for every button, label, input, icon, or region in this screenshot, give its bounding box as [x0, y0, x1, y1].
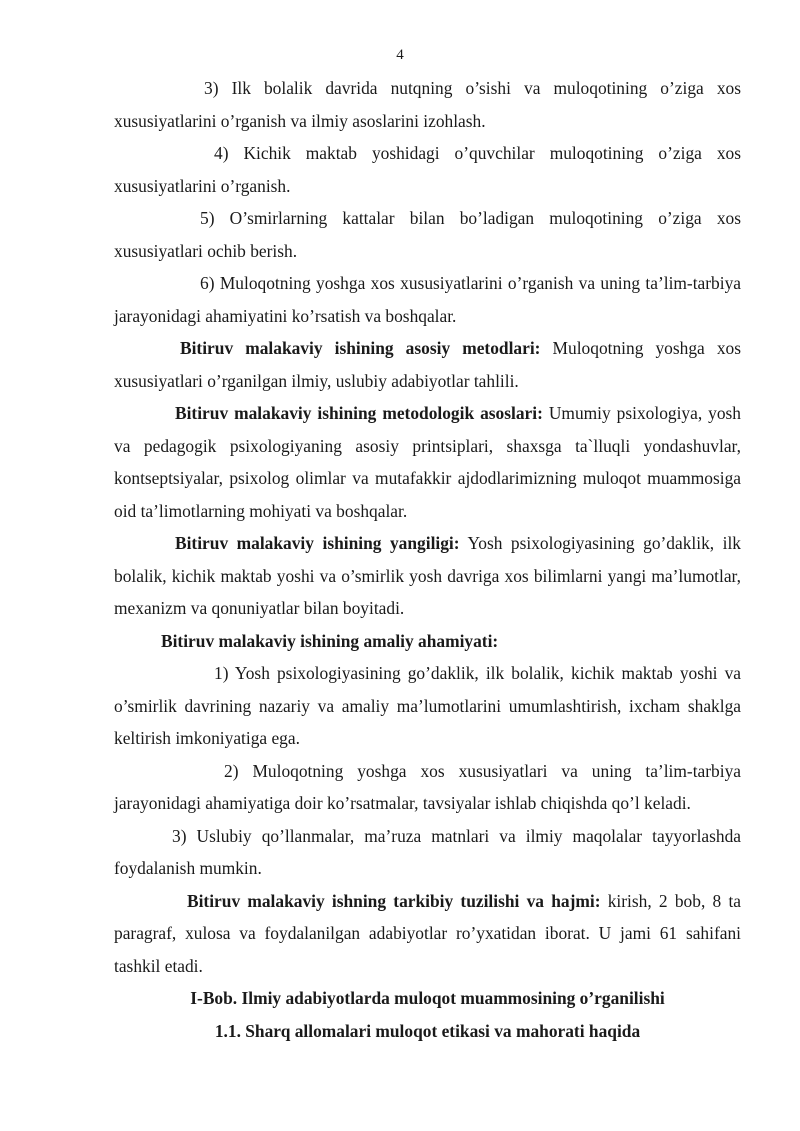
- practical-heading: [114, 625, 741, 658]
- novelty-paragraph: [114, 527, 741, 625]
- objective-item-4: 4) Kichik maktab yoshidagi o’quvchilar muloqotining o’ziga xos xususiyatlarini o’rganish.: [114, 143, 741, 196]
- chapter-heading: I-Bob. Ilmiy adabiyotlarda muloqot muammosining o’rganilishi: [190, 988, 665, 1008]
- page-number: 4: [396, 47, 404, 63]
- methodology-paragraph: [114, 397, 741, 527]
- methods-text: Muloqotning yoshga xos xususiyatlari o’rganilgan ilmiy, uslubiy adabiyotlar tahlili.: [114, 338, 741, 391]
- practical-item-3: 3) Uslubiy qo’llanmalar, ma’ruza matnlari va ilmiy maqolalar tayyorlashda foydalanish mumkin.: [114, 825, 741, 878]
- methods-paragraph: [114, 332, 741, 397]
- methods-label: Bitiruv malakaviy ishining asosiy metodlari:: [180, 338, 541, 358]
- structure-paragraph: [114, 885, 741, 983]
- structure-label: Bitiruv malakaviy ishning tarkibiy tuzilishi va hajmi:: [187, 890, 601, 911]
- section-heading: 1.1. Sharq allomalari muloqot etikasi va mahorati haqida: [214, 1020, 641, 1041]
- document-body: [114, 72, 741, 1047]
- novelty-text: Yosh psixologiyasining go’daklik, ilk bolalik, kichik maktab yoshi va o’smirlik yosh davriga xos bilimlarni yangi ma’lumotlar, mexanizm va qonuniyatlar bilan boyitadi.: [114, 533, 742, 618]
- novelty-label: Bitiruv malakaviy ishining yangiligi:: [175, 533, 460, 553]
- objective-item-5: 5) O’smirlarning kattalar bilan bo’ladigan muloqotining o’ziga xos xususiyatlari ochib berish.: [114, 208, 741, 261]
- practical-item-1: 1) Yosh psixologiyasining go’daklik, ilk bolalik, kichik maktab yoshi va o’smirlik davrining nazariy va amaliy ma’lumotlarini umumlashtirish, ixcham shaklga keltirish imkoniyatiga ega.: [114, 663, 741, 748]
- methodology-label: Bitiruv malakaviy ishining metodologik asoslari:: [175, 403, 543, 423]
- practical-label: Bitiruv malakaviy ishining amaliy ahamiyati:: [161, 630, 499, 651]
- practical-item-2: 2) Muloqotning yoshga xos xususiyatlari va uning ta’lim-tarbiya jarayonidagi ahamiyatiga doir ko’rsatmalar, tavsiyalar ishlab chiqishda qo’l keladi.: [114, 760, 741, 813]
- objective-item-3: 3) Ilk bolalik davrida nutqning o’sishi va muloqotining o’ziga xos xususiyatlarini o’rganish va ilmiy asoslarini izohlash.: [114, 78, 741, 131]
- methodology-text: Umumiy psixologiya, yosh va pedagogik psixologiyaning asosiy printsiplari, shaxsga ta`lluqli yondashuvlar, kontseptsiyalar, psixolog olimlar va mutafakkir ajdodlarimizning muloqot muammosiga oid ta’limotlarning mohiyati va boshqalar.: [114, 403, 741, 521]
- structure-text: kirish, 2 bob, 8 ta paragraf, xulosa va foydalanilgan adabiyotlar ro’yxatidan iborat. U jami 61 sahifani tashkil etadi.: [114, 890, 741, 976]
- objective-item-6: 6) Muloqotning yoshga xos xususiyatlarini o’rganish va uning ta’lim-tarbiya jarayonidagi ahamiyatini ko’rsatish va boshqalar.: [114, 273, 741, 326]
